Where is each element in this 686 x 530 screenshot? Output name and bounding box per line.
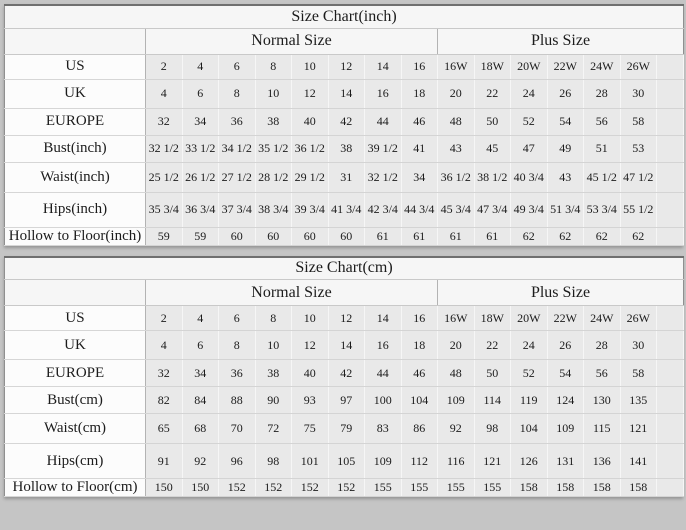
row-label: Bust(inch) <box>5 135 146 162</box>
size-cell: 155 <box>401 479 438 497</box>
size-cell: 61 <box>365 227 402 245</box>
size-cell: 40 <box>292 360 329 387</box>
size-cell: 26W <box>620 306 657 331</box>
size-cell: 79 <box>328 414 365 444</box>
size-cell: 6 <box>182 331 219 360</box>
size-cell: 30 <box>620 331 657 360</box>
size-cell: 62 <box>511 227 548 245</box>
size-cell: 38 3/4 <box>255 192 292 227</box>
size-cell: 38 <box>328 135 365 162</box>
size-cell: 34 <box>182 108 219 135</box>
size-cell: 20 <box>438 331 475 360</box>
size-cell: 44 3/4 <box>401 192 438 227</box>
size-cell: 60 <box>219 227 256 245</box>
size-cell: 37 3/4 <box>219 192 256 227</box>
title-row <box>5 257 684 280</box>
table-row <box>5 227 684 245</box>
size-cell: 18 <box>401 331 438 360</box>
size-cell: 59 <box>146 227 183 245</box>
size-cell: 12 <box>292 79 329 108</box>
size-cell: 4 <box>182 306 219 331</box>
size-cell: 6 <box>182 79 219 108</box>
table-row <box>5 192 684 227</box>
size-cell: 10 <box>292 54 329 79</box>
group-header-row <box>5 28 684 54</box>
size-cell: 98 <box>255 444 292 479</box>
size-cell: 135 <box>620 387 657 414</box>
size-cell: 24W <box>584 54 621 79</box>
size-cell: 20 <box>438 79 475 108</box>
size-cell: 39 3/4 <box>292 192 329 227</box>
size-cell: 105 <box>328 444 365 479</box>
size-cell: 43 <box>547 162 584 192</box>
size-cell: 36 1/2 <box>292 135 329 162</box>
size-cell: 115 <box>584 414 621 444</box>
size-cell: 68 <box>182 414 219 444</box>
size-cell: 62 <box>620 227 657 245</box>
size-cell: 14 <box>365 54 402 79</box>
size-cell: 10 <box>255 331 292 360</box>
size-cell: 22 <box>474 331 511 360</box>
size-cell: 51 <box>584 135 621 162</box>
size-cell: 36 <box>219 108 256 135</box>
empty-tail-cell <box>657 387 684 414</box>
size-cell: 100 <box>365 387 402 414</box>
empty-tail-cell <box>657 162 684 192</box>
size-cell: 121 <box>620 414 657 444</box>
size-cell: 48 <box>438 108 475 135</box>
size-cell: 60 <box>328 227 365 245</box>
size-cell: 2 <box>146 306 183 331</box>
size-cell: 114 <box>474 387 511 414</box>
empty-tail-cell <box>657 192 684 227</box>
size-cell: 16 <box>401 306 438 331</box>
size-cell: 36 1/2 <box>438 162 475 192</box>
size-cell: 53 <box>620 135 657 162</box>
size-cell: 46 <box>401 360 438 387</box>
size-cell: 101 <box>292 444 329 479</box>
size-cell: 6 <box>219 54 256 79</box>
size-cell: 26 1/2 <box>182 162 219 192</box>
size-cell: 34 1/2 <box>219 135 256 162</box>
size-cell: 62 <box>584 227 621 245</box>
size-cell: 91 <box>146 444 183 479</box>
size-cell: 54 <box>547 360 584 387</box>
size-cell: 119 <box>511 387 548 414</box>
size-cell: 18W <box>474 54 511 79</box>
row-label: Hollow to Floor(inch) <box>5 227 146 245</box>
size-cell: 158 <box>620 479 657 497</box>
size-cell: 72 <box>255 414 292 444</box>
size-cell: 32 1/2 <box>146 135 183 162</box>
size-cell: 58 <box>620 360 657 387</box>
table-row <box>5 54 684 79</box>
size-cell: 26W <box>620 54 657 79</box>
size-cell: 54 <box>547 108 584 135</box>
size-cell: 38 1/2 <box>474 162 511 192</box>
size-cell: 16W <box>438 306 475 331</box>
size-cell: 60 <box>255 227 292 245</box>
size-cell: 70 <box>219 414 256 444</box>
size-cell: 44 <box>365 108 402 135</box>
size-cell: 90 <box>255 387 292 414</box>
empty-tail-cell <box>657 306 684 331</box>
size-cell: 61 <box>438 227 475 245</box>
size-cell: 6 <box>219 306 256 331</box>
size-cell: 26 <box>547 79 584 108</box>
size-cell: 82 <box>146 387 183 414</box>
size-cell: 58 <box>620 108 657 135</box>
size-cell: 92 <box>182 444 219 479</box>
empty-tail-cell <box>657 414 684 444</box>
size-cell: 141 <box>620 444 657 479</box>
size-cell: 46 <box>401 108 438 135</box>
empty-tail-cell <box>657 227 684 245</box>
size-cell: 8 <box>219 331 256 360</box>
size-cell: 35 3/4 <box>146 192 183 227</box>
size-cell: 152 <box>328 479 365 497</box>
size-cell: 47 1/2 <box>620 162 657 192</box>
size-cell: 109 <box>365 444 402 479</box>
size-cell: 30 <box>620 79 657 108</box>
size-cell: 39 1/2 <box>365 135 402 162</box>
table-row <box>5 479 684 497</box>
size-cell: 60 <box>292 227 329 245</box>
size-cell: 88 <box>219 387 256 414</box>
size-cell: 109 <box>547 414 584 444</box>
table-row <box>5 414 684 444</box>
size-chart-card-cm <box>4 256 683 498</box>
table-row <box>5 444 684 479</box>
size-cell: 158 <box>511 479 548 497</box>
size-cell: 41 3/4 <box>328 192 365 227</box>
size-cell: 49 3/4 <box>511 192 548 227</box>
size-cell: 2 <box>146 54 183 79</box>
size-cell: 28 <box>584 331 621 360</box>
size-cell: 38 <box>255 360 292 387</box>
row-label: UK <box>5 79 146 108</box>
size-cell: 150 <box>182 479 219 497</box>
size-cell: 40 3/4 <box>511 162 548 192</box>
size-cell: 50 <box>474 360 511 387</box>
table-row <box>5 331 684 360</box>
size-cell: 12 <box>328 306 365 331</box>
row-label: EUROPE <box>5 108 146 135</box>
corner-cell <box>5 28 146 54</box>
size-cell: 44 <box>365 360 402 387</box>
size-cell: 24 <box>511 331 548 360</box>
empty-tail-cell <box>657 360 684 387</box>
size-cell: 4 <box>182 54 219 79</box>
size-cell: 42 <box>328 108 365 135</box>
row-label: US <box>5 54 146 79</box>
size-cell: 16 <box>365 79 402 108</box>
size-cell: 47 <box>511 135 548 162</box>
size-cell: 86 <box>401 414 438 444</box>
size-cell: 18 <box>401 79 438 108</box>
size-cell: 32 <box>146 360 183 387</box>
size-cell: 12 <box>292 331 329 360</box>
size-cell: 16 <box>401 54 438 79</box>
size-cell: 8 <box>219 79 256 108</box>
size-cell: 45 1/2 <box>584 162 621 192</box>
size-cell: 51 3/4 <box>547 192 584 227</box>
size-cell: 155 <box>438 479 475 497</box>
size-cell: 56 <box>584 108 621 135</box>
size-cell: 158 <box>547 479 584 497</box>
size-cell: 83 <box>365 414 402 444</box>
title-row <box>5 5 684 28</box>
size-cell: 45 3/4 <box>438 192 475 227</box>
size-cell: 116 <box>438 444 475 479</box>
size-cell: 25 1/2 <box>146 162 183 192</box>
size-cell: 12 <box>328 54 365 79</box>
size-cell: 150 <box>146 479 183 497</box>
size-cell: 84 <box>182 387 219 414</box>
size-cell: 16W <box>438 54 475 79</box>
empty-tail-cell <box>657 331 684 360</box>
size-cell: 52 <box>511 108 548 135</box>
size-cell: 20W <box>511 306 548 331</box>
size-cell: 20W <box>511 54 548 79</box>
size-cell: 36 3/4 <box>182 192 219 227</box>
size-cell: 104 <box>401 387 438 414</box>
size-cell: 32 <box>146 108 183 135</box>
size-cell: 98 <box>474 414 511 444</box>
table-row <box>5 79 684 108</box>
group-header-plus: Plus Size <box>438 28 684 54</box>
size-cell: 121 <box>474 444 511 479</box>
group-header-normal: Normal Size <box>146 280 438 306</box>
size-cell: 40 <box>292 108 329 135</box>
size-cell: 61 <box>401 227 438 245</box>
size-chart-table-cm <box>4 256 684 498</box>
size-cell: 131 <box>547 444 584 479</box>
empty-tail-cell <box>657 108 684 135</box>
size-cell: 92 <box>438 414 475 444</box>
row-label: Waist(inch) <box>5 162 146 192</box>
size-cell: 61 <box>474 227 511 245</box>
size-cell: 28 <box>584 79 621 108</box>
group-header-plus: Plus Size <box>438 280 684 306</box>
size-cell: 22W <box>547 306 584 331</box>
table-row <box>5 387 684 414</box>
size-cell: 104 <box>511 414 548 444</box>
group-header-row <box>5 280 684 306</box>
size-cell: 36 <box>219 360 256 387</box>
size-cell: 16 <box>365 331 402 360</box>
size-cell: 53 3/4 <box>584 192 621 227</box>
size-cell: 55 1/2 <box>620 192 657 227</box>
size-chart-table-inch <box>4 4 684 246</box>
size-cell: 155 <box>365 479 402 497</box>
size-cell: 42 <box>328 360 365 387</box>
size-cell: 32 1/2 <box>365 162 402 192</box>
size-cell: 152 <box>255 479 292 497</box>
size-cell: 4 <box>146 79 183 108</box>
size-cell: 33 1/2 <box>182 135 219 162</box>
row-label: UK <box>5 331 146 360</box>
size-cell: 31 <box>328 162 365 192</box>
size-cell: 43 <box>438 135 475 162</box>
size-cell: 8 <box>255 54 292 79</box>
size-cell: 158 <box>584 479 621 497</box>
empty-tail-cell <box>657 54 684 79</box>
size-chart-card-inch <box>4 4 683 246</box>
size-cell: 38 <box>255 108 292 135</box>
size-cell: 96 <box>219 444 256 479</box>
size-cell: 14 <box>328 79 365 108</box>
size-cell: 56 <box>584 360 621 387</box>
empty-tail-cell <box>657 444 684 479</box>
group-header-normal: Normal Size <box>146 28 438 54</box>
size-cell: 152 <box>292 479 329 497</box>
row-label: EUROPE <box>5 360 146 387</box>
size-cell: 14 <box>328 331 365 360</box>
size-cell: 45 <box>474 135 511 162</box>
table-row <box>5 135 684 162</box>
empty-tail-cell <box>657 479 684 497</box>
size-chart-title: Size Chart(cm) <box>5 257 684 280</box>
size-cell: 27 1/2 <box>219 162 256 192</box>
size-cell: 4 <box>146 331 183 360</box>
size-cell: 109 <box>438 387 475 414</box>
size-cell: 34 <box>401 162 438 192</box>
size-cell: 49 <box>547 135 584 162</box>
size-cell: 75 <box>292 414 329 444</box>
table-row <box>5 108 684 135</box>
size-cell: 18W <box>474 306 511 331</box>
size-charts-container <box>4 4 683 497</box>
size-cell: 8 <box>255 306 292 331</box>
size-cell: 41 <box>401 135 438 162</box>
size-cell: 152 <box>219 479 256 497</box>
size-cell: 97 <box>328 387 365 414</box>
size-cell: 24W <box>584 306 621 331</box>
size-chart-title: Size Chart(inch) <box>5 5 684 28</box>
size-cell: 10 <box>255 79 292 108</box>
size-cell: 10 <box>292 306 329 331</box>
empty-tail-cell <box>657 79 684 108</box>
size-cell: 124 <box>547 387 584 414</box>
size-cell: 34 <box>182 360 219 387</box>
size-cell: 48 <box>438 360 475 387</box>
row-label: Hips(cm) <box>5 444 146 479</box>
size-cell: 112 <box>401 444 438 479</box>
size-cell: 42 3/4 <box>365 192 402 227</box>
table-row <box>5 360 684 387</box>
size-cell: 65 <box>146 414 183 444</box>
size-cell: 29 1/2 <box>292 162 329 192</box>
empty-tail-cell <box>657 135 684 162</box>
size-cell: 26 <box>547 331 584 360</box>
size-cell: 52 <box>511 360 548 387</box>
table-row <box>5 306 684 331</box>
size-cell: 35 1/2 <box>255 135 292 162</box>
row-label: Bust(cm) <box>5 387 146 414</box>
size-cell: 14 <box>365 306 402 331</box>
size-cell: 130 <box>584 387 621 414</box>
row-label: US <box>5 306 146 331</box>
size-cell: 59 <box>182 227 219 245</box>
row-label: Waist(cm) <box>5 414 146 444</box>
size-cell: 22W <box>547 54 584 79</box>
table-row <box>5 162 684 192</box>
size-cell: 155 <box>474 479 511 497</box>
row-label: Hips(inch) <box>5 192 146 227</box>
corner-cell <box>5 280 146 306</box>
size-cell: 50 <box>474 108 511 135</box>
size-cell: 22 <box>474 79 511 108</box>
size-cell: 93 <box>292 387 329 414</box>
size-cell: 47 3/4 <box>474 192 511 227</box>
size-cell: 24 <box>511 79 548 108</box>
size-cell: 62 <box>547 227 584 245</box>
size-cell: 126 <box>511 444 548 479</box>
size-cell: 136 <box>584 444 621 479</box>
size-cell: 28 1/2 <box>255 162 292 192</box>
row-label: Hollow to Floor(cm) <box>5 479 146 497</box>
